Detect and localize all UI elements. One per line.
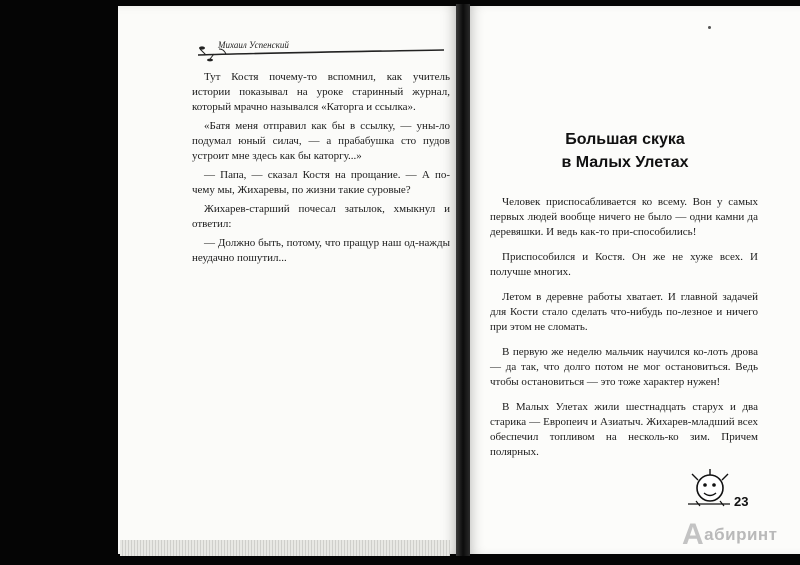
print-mark <box>708 26 711 29</box>
right-paragraph: В первую же неделю мальчик научился ко-лоть дрова — да так, что долго потом не мог остановиться. Ведь чтобы остановиться — это тоже характер нужен! <box>490 346 758 388</box>
labirint-logo-icon: А <box>682 518 705 551</box>
right-paragraph: В Малых Улетах жили шестнадцать старух и два старика — Европеич и Азиатыч. Жихарев-младший всех обеспечил топливом на несколь-ко зим. Причем полярных. <box>490 401 758 458</box>
left-paragraph: — Папа, — сказал Костя на прощание. — А по-чему мы, Жихаревы, по жизни такие суровые? <box>192 169 450 196</box>
right-page-text <box>490 195 758 470</box>
running-head <box>196 40 446 62</box>
chapter-title-line: в Малых Улетах <box>561 154 689 171</box>
watermark-text: абиринт <box>704 525 778 544</box>
author-name: Михаил Успенский <box>218 40 289 50</box>
book-gutter <box>456 4 470 556</box>
labirint-watermark <box>682 518 778 554</box>
cartoon-face-icon <box>686 468 732 508</box>
right-paragraph: Летом в деревне работы хватает. И главной задачей для Кости стало сделать что-нибудь по-лезное и ничего при этом не сломать. <box>490 291 758 333</box>
left-paragraph: Тут Костя почему-то вспомнил, как учитель истории показывал на уроке старинный журнал, который мрачно назывался «Каторга и ссылка». <box>192 71 450 113</box>
right-paragraph: Человек приспосабливается ко всему. Вон у самых первых людей вообще ничего не было — одни камни да деревяшки. И ведь как-то при-способились! <box>490 196 758 238</box>
chapter-title-line: Большая скука <box>565 131 685 148</box>
left-paragraph: «Батя меня отправил как бы в ссылку, — уны-ло подумал юный силач, — а прабабушка сто пудов устроит мне здесь как бы каторгу...» <box>192 120 450 162</box>
left-page-text <box>192 70 450 270</box>
page-number: 23 <box>734 494 749 509</box>
left-paragraph: Жихарев-старший почесал затылок, хмыкнул и ответил: <box>192 203 450 230</box>
chapter-title <box>520 128 730 174</box>
page-edges <box>120 540 450 556</box>
left-paragraph: — Должно быть, потому, что пращур наш од-нажды неудачно пошутил... <box>192 237 450 264</box>
right-paragraph: Приспособился и Костя. Он же не хуже всех. И получше многих. <box>490 251 758 278</box>
